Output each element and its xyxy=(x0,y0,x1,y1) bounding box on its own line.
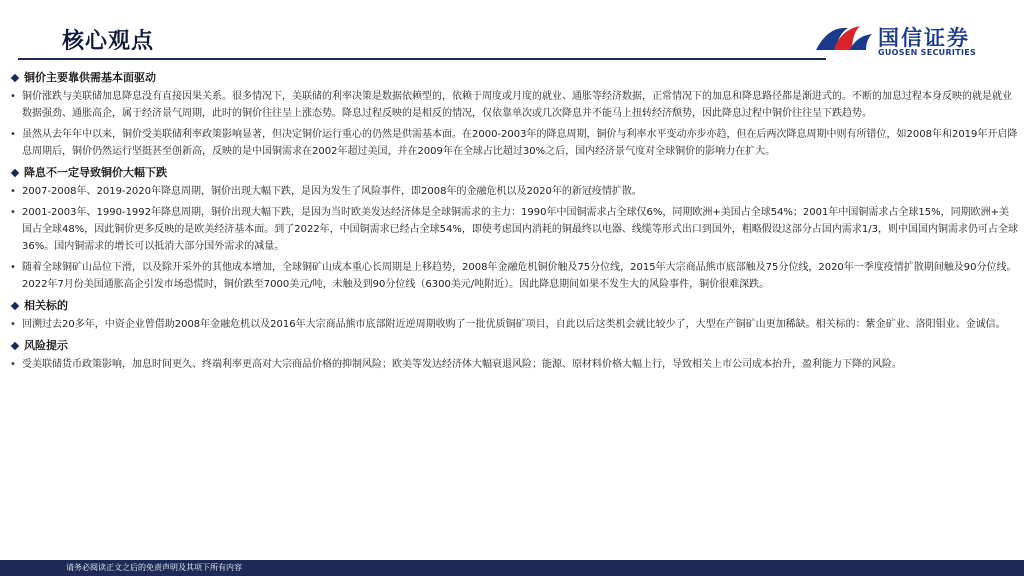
bullet-item: • 铜价涨跌与美联储加息降息没有直接因果关系。很多情况下，美联储的利率决策是数据依赖型的，依赖于周度或月度的就业、通胀等经济数据，正常情况下的加息和降息路径都是渐进式的。不断的加息过程本身反映的就是就业数据强劲、通胀高企，属于经济景气周期，此时的铜价往往呈上涨态势。降息过程反映的是相反的情况，仅依靠单次或几次降息并不能马上扭转经济颓势，因此降息过程中铜价往往呈下跌趋势。 xyxy=(8,88,1018,122)
diamond-bullet-icon xyxy=(11,301,19,309)
section-heading xyxy=(8,297,1018,314)
section-heading xyxy=(8,337,1018,354)
bullet-item: • 回溯过去20多年，中资企业曾借助2008年金融危机以及2016年大宗商品熊市底部附近逆周期收购了一批优质铜矿项目，自此以后这类机会就比较少了，大型在产铜矿山更加稀缺。相关标的：紫金矿业、洛阳钼业、金诚信。 xyxy=(8,316,1018,333)
bullet-item: • 虽然从去年年中以来，铜价受美联储利率政策影响显著，但决定铜价运行重心的仍然是供需基本面。在2000-2003年的降息周期，铜价与利率水平变动亦步亦趋，但在后两次降息周期中则有所错位，如2008年和2019年开启降息周期后，铜价仍然运行坚挺甚至创新高，反映的是中国铜需求在2002年超过美国，并在2009年在全球占比超过30%之后，国内经济景气度对全球铜价的影响力在扩大。 xyxy=(8,126,1018,160)
section-copy-drivers xyxy=(8,69,1018,160)
diamond-bullet-icon xyxy=(11,168,19,176)
diamond-bullet-icon xyxy=(11,341,19,349)
section-rate-cuts xyxy=(8,164,1018,293)
section-heading xyxy=(8,69,1018,86)
title-divider xyxy=(18,58,826,60)
section-heading xyxy=(8,164,1018,181)
section-heading-label: 铜价主要靠供需基本面驱动 xyxy=(24,71,156,84)
diamond-bullet-icon xyxy=(11,73,19,81)
section-related-stocks xyxy=(8,297,1018,333)
logo-english-name: GUOSEN SECURITIES xyxy=(878,48,977,57)
bullet-item: • 随着全球铜矿山品位下滑，以及除开采外的其他成本增加，全球铜矿山成本重心长周期是上移趋势，2008年金融危机铜价触及75分位线，2015年大宗商品熊市底部触及75分位线，2020年一季度疫情扩散期间触及90分位线。2022年7月份美国通胀高企引发市场恐慌时，铜价跌至7000美元/吨，未触及到90分位线（6300美元/吨附近）。因此降息期间如果不发生大的风险事件，铜价很难深跌。 xyxy=(8,259,1018,293)
logo-chinese-name: 国信证券 xyxy=(878,26,970,50)
section-heading-label: 相关标的 xyxy=(24,299,68,312)
page-title: 核心观点 xyxy=(62,29,155,54)
bullet-item: • 受美联储货币政策影响，加息时间更久、终端利率更高对大宗商品价格的抑制风险；欧美等发达经济体大幅衰退风险；能源、原材料价格大幅上行，导致相关上市公司成本抬升，盈利能力下降的风险。 xyxy=(8,356,1018,373)
bullet-item: • 2007-2008年、2019-2020年降息周期，铜价出现大幅下跌，是因为发生了风险事件，即2008年的金融危机以及2020年的新冠疫情扩散。 xyxy=(8,183,1018,200)
footer-bar xyxy=(0,560,1024,576)
slide-header xyxy=(0,0,1024,62)
guosen-logo-icon xyxy=(814,20,874,60)
bullet-item: • 2001-2003年、1990-1992年降息周期，铜价出现大幅下跌，是因为当时欧美发达经济体是全球铜需求的主力：1990年中国铜需求占全球仅6%，同期欧洲+美国占全球54%；2001年中国铜需求占全球15%，同期欧洲+美国占全球48%，因此铜价更多反映的是欧美经济基本面。到了2022年，中国铜需求已经占全球54%，即使考虑国内消耗的铜最终以电器、线缆等形式出口到国外，粗略假设这部分占国内需求1/3，则中国国内铜需求仍可占全球36%。国内铜需求的增长可以抵消大部分国外需求的减量。 xyxy=(8,204,1018,255)
footer-disclaimer: 请务必阅读正文之后的免责声明及其项下所有内容 xyxy=(66,563,242,572)
main-content xyxy=(8,68,1018,377)
company-logo xyxy=(812,18,982,64)
section-heading-label: 风险提示 xyxy=(24,339,68,352)
section-risk xyxy=(8,337,1018,373)
section-heading-label: 降息不一定导致铜价大幅下跌 xyxy=(24,166,167,179)
